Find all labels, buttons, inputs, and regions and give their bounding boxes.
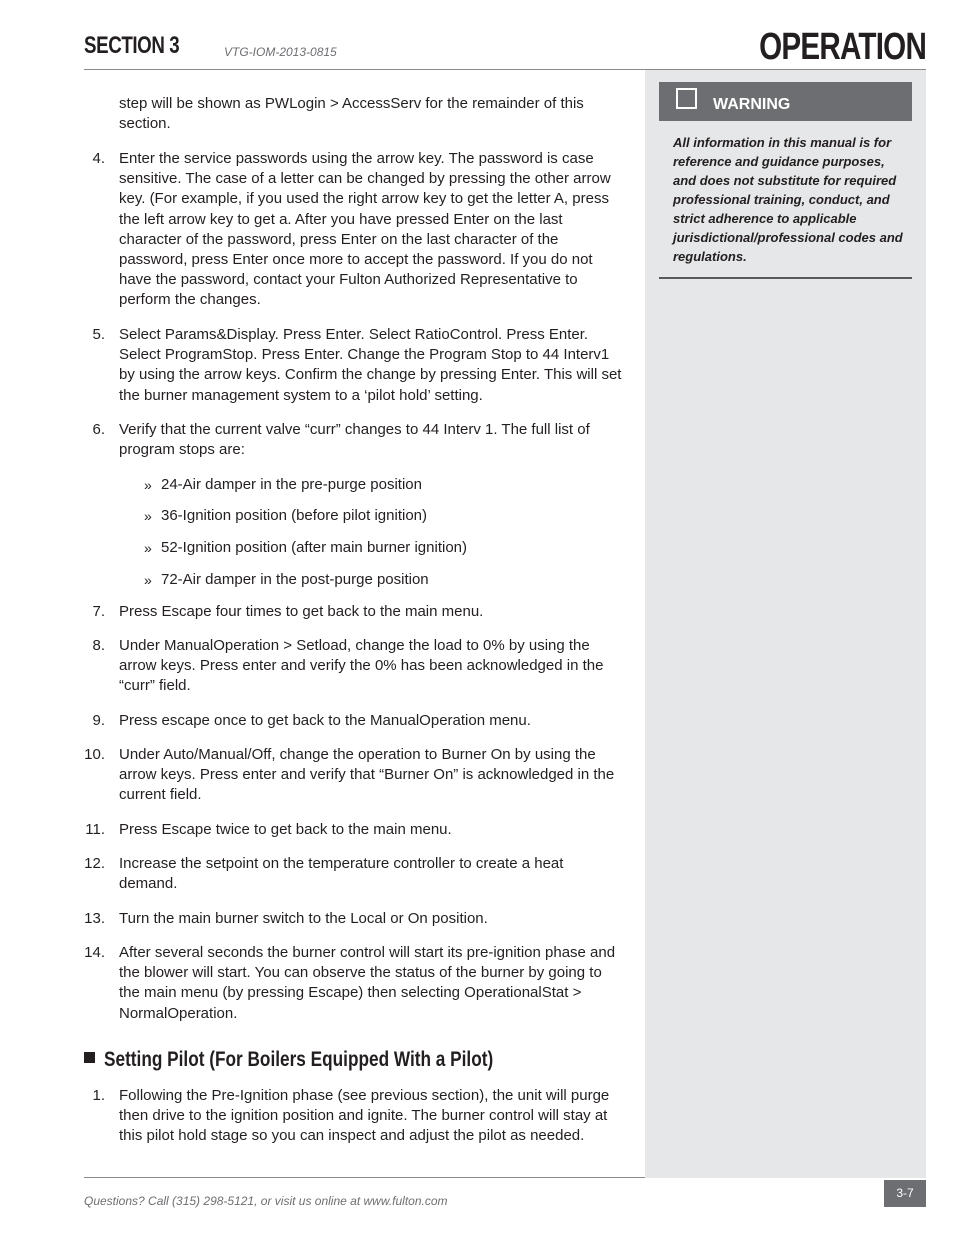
document-code: VTG-IOM-2013-0815 — [224, 45, 337, 59]
section-label: SECTION 3 — [84, 32, 180, 59]
page-header — [84, 26, 926, 70]
warning-title: WARNING — [713, 96, 791, 113]
step-text: Select Params&Display. Press Enter. Select RatioControl. Press Enter. Select ProgramStop. Press Enter. Change the Program Stop to 44 Interv1 by using the arrow keys. Confirm the change by pressing Enter. This will set the burner management system to a ‘pilot hold’ setting. — [119, 326, 622, 404]
step-text: Verify that the current valve “curr” changes to 44 Interv 1. The full list of program stops are: — [119, 421, 590, 459]
bullet-icon: » — [144, 540, 152, 556]
step-number: 1. — [92, 1087, 105, 1104]
step-text: Press Escape twice to get back to the main menu. — [119, 821, 452, 838]
square-bullet-icon — [84, 1052, 95, 1063]
step-text: Increase the setpoint on the temperature controller to create a heat demand. — [119, 855, 564, 893]
step-number: 10. — [84, 746, 105, 763]
warning-text: All information in this manual is for reference and guidance purposes, and does not substitute for required professional training, conduct, and strict adherence to applicable jurisdictional/professional codes and regulations. — [673, 135, 903, 264]
sidebar — [645, 70, 926, 1178]
paragraph-text: step will be shown as PWLogin > AccessServ for the remainder of this section. — [119, 95, 584, 133]
bullet-text: 52-Ignition position (after main burner ignition) — [161, 539, 467, 556]
step-text: Press escape once to get back to the ManualOperation menu. — [119, 712, 531, 729]
step-number: 11. — [85, 821, 105, 838]
bullet-icon: » — [144, 508, 152, 524]
step-number: 4. — [92, 150, 105, 167]
section-heading — [84, 1048, 579, 1072]
bullet-text: 36-Ignition position (before pilot ignition) — [161, 507, 427, 524]
chapter-title: OPERATION — [759, 26, 926, 68]
step-number: 8. — [92, 637, 105, 654]
divider — [659, 277, 912, 279]
step-text: Turn the main burner switch to the Local or On position. — [119, 910, 488, 927]
step-number: 12. — [84, 855, 105, 872]
step-text: Under ManualOperation > Setload, change the load to 0% by using the arrow keys. Press enter and verify the 0% has been acknowledged in the “curr” field. — [119, 637, 604, 695]
warning-banner — [659, 82, 912, 121]
step-number: 7. — [92, 603, 105, 620]
step-text: Following the Pre-Ignition phase (see previous section), the unit will purge then drive to the ignition position and ignite. The burner control will stay at this pilot hold stage so you can inspect and adjust the pilot as needed. — [119, 1087, 610, 1145]
step-number: 5. — [92, 326, 105, 343]
step-number: 13. — [84, 910, 105, 927]
bullet-text: 24-Air damper in the pre-purge position — [161, 476, 422, 493]
heading-text: Setting Pilot (For Boilers Equipped With a Pilot) — [104, 1048, 494, 1071]
bullet-icon: » — [144, 477, 152, 493]
step-text: Enter the service passwords using the arrow key. The password is case sensitive. The case of a letter can be changed by pressing the other arrow key. (For example, if you used the right arrow key to get the letter A, press the left arrow key to get a. After you have pressed Enter on the last character of the password, press Enter on the last character of the password, press Enter once more to accept the password. If you do not have the password, contact your Fulton Authorized Representative to perform the changes. — [119, 150, 611, 309]
bullet-text: 72-Air damper in the post-purge position — [161, 571, 429, 588]
step-text: Press Escape four times to get back to the main menu. — [119, 603, 484, 620]
page-number: 3-7 — [884, 1180, 926, 1207]
step-text: After several seconds the burner control will start its pre-ignition phase and the blower will start. You can observe the status of the burner by going to the main menu (by pressing Escape) then selecting OperationalStat > NormalOperation. — [119, 944, 616, 1022]
step-number: 14. — [84, 944, 105, 961]
footer-contact: Questions? Call (315) 298-5121, or visit us online at www.fulton.com — [84, 1194, 448, 1208]
checkbox-icon — [676, 88, 697, 109]
step-number: 9. — [92, 712, 105, 729]
footer-divider — [84, 1177, 645, 1178]
bullet-icon: » — [144, 572, 152, 588]
step-number: 6. — [92, 421, 105, 438]
step-text: Under Auto/Manual/Off, change the operation to Burner On by using the arrow keys. Press enter and verify that “Burner On” is acknowledged in the current field. — [119, 746, 615, 804]
